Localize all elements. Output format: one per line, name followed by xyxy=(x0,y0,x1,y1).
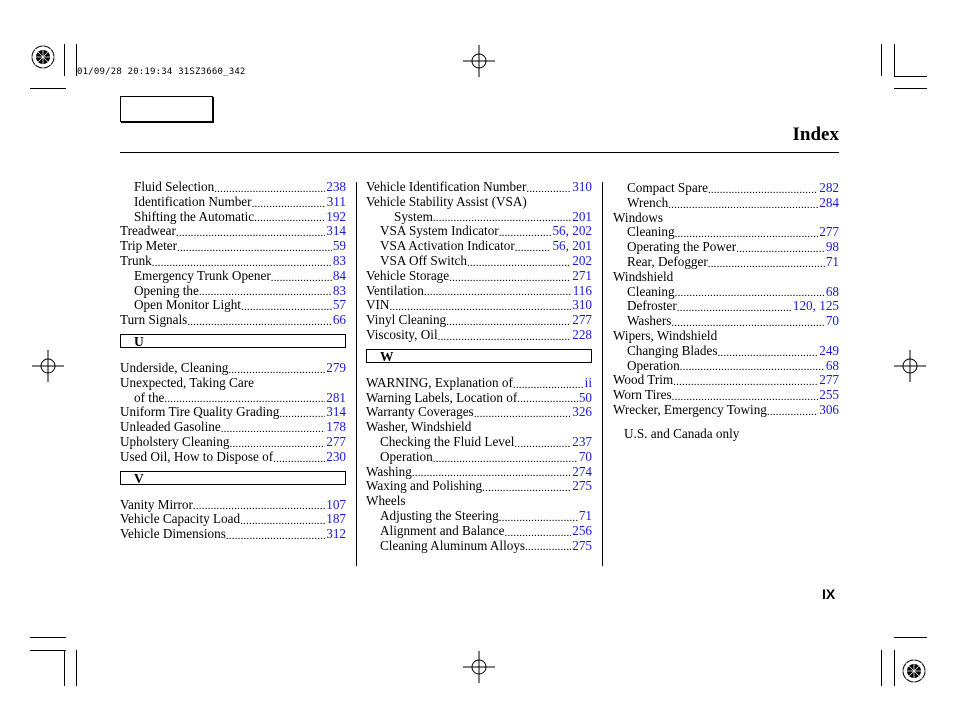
entry-label: Wipers, Windshield xyxy=(613,328,718,343)
index-entry xyxy=(366,254,592,269)
entry-label: Vehicle Dimensions xyxy=(120,527,226,542)
entry-label: Unexpected, Taking Care xyxy=(120,375,254,390)
index-entry xyxy=(366,450,592,465)
dot-leader xyxy=(226,530,325,542)
entry-label: VSA System Indicator xyxy=(380,224,499,239)
entry-list xyxy=(120,361,346,465)
dot-leader xyxy=(193,500,325,512)
index-entry xyxy=(120,254,346,269)
page-reference-link[interactable]: 83 xyxy=(332,253,346,268)
entry-label: WARNING, Explanation of xyxy=(366,375,513,390)
registration-target-icon xyxy=(30,44,56,70)
index-entry xyxy=(366,195,592,210)
entry-label: Cleaning Aluminum Alloys xyxy=(380,538,526,553)
index-entry xyxy=(120,420,346,435)
index-entry xyxy=(366,420,592,435)
index-entry xyxy=(613,359,839,374)
page-title: Index xyxy=(792,124,839,145)
index-entry xyxy=(120,284,346,299)
section-tab-box xyxy=(120,96,213,122)
entry-label: Warranty Coverages xyxy=(366,405,474,420)
dot-leader xyxy=(717,347,818,359)
crosshair-mark-icon xyxy=(463,651,495,683)
page-reference-link[interactable]: 68 xyxy=(825,284,839,299)
page-reference-link[interactable]: 71 xyxy=(578,508,592,523)
entry-label: Vehicle Capacity Load xyxy=(120,512,241,527)
entry-label: Windshield xyxy=(613,269,674,284)
entry-label: Alignment and Balance xyxy=(380,523,505,538)
index-entry xyxy=(120,298,346,313)
entry-label: Vehicle Storage xyxy=(366,268,450,283)
index-entry xyxy=(613,388,839,403)
entry-label: Changing Blades xyxy=(627,343,718,358)
dot-leader xyxy=(526,183,571,195)
index-entry xyxy=(366,391,592,406)
page-reference-link[interactable]: 120, 125 xyxy=(792,299,839,314)
entry-label: Cleaning xyxy=(627,284,675,299)
index-entry xyxy=(366,376,592,391)
entry-label: VIN xyxy=(366,298,390,313)
dot-leader xyxy=(767,406,818,418)
entry-label: Vanity Mirror xyxy=(120,497,193,512)
entry-list xyxy=(366,180,592,343)
entry-label: Treadwear xyxy=(120,224,176,239)
dot-leader xyxy=(449,272,571,284)
print-timestamp: 01/09/28 20:19:34 31SZ3660_342 xyxy=(77,67,246,77)
index-entry xyxy=(366,239,592,254)
dot-leader xyxy=(438,331,572,343)
dot-leader xyxy=(515,242,552,254)
entry-label: Operation xyxy=(380,449,433,464)
page-reference-link[interactable]: 275 xyxy=(572,479,592,494)
entry-list xyxy=(120,180,346,328)
index-entry xyxy=(613,373,839,388)
letter-heading-w: W xyxy=(366,349,592,363)
dot-leader xyxy=(525,541,571,553)
dot-leader xyxy=(273,453,325,465)
entry-label: Wood Trim xyxy=(613,373,674,388)
dot-leader xyxy=(677,302,792,314)
dot-leader xyxy=(482,482,571,494)
index-entry xyxy=(120,376,346,391)
dot-leader xyxy=(254,212,325,224)
dot-leader xyxy=(467,257,571,269)
index-entry xyxy=(366,539,592,554)
index-entry xyxy=(366,313,592,328)
entry-label: Vehicle Identification Number xyxy=(366,180,527,194)
dot-leader xyxy=(474,408,572,420)
index-entry xyxy=(120,195,346,210)
dot-leader xyxy=(499,512,578,524)
index-entry xyxy=(613,299,839,314)
page-reference-link[interactable]: 68 xyxy=(825,358,839,373)
region-note: U.S. and Canada only xyxy=(624,425,740,441)
page-number: IX xyxy=(822,586,836,602)
index-entry xyxy=(120,224,346,239)
entry-label: Worn Tires xyxy=(613,388,672,403)
index-entry xyxy=(120,313,346,328)
index-entry xyxy=(120,180,346,195)
page-reference-link[interactable]: 57 xyxy=(332,298,346,313)
page-reference-link[interactable]: 98 xyxy=(825,240,839,255)
index-entry xyxy=(366,269,592,284)
entry-label: Unleaded Gasoline xyxy=(120,420,221,435)
entry-label: System xyxy=(394,209,433,224)
dot-leader xyxy=(680,361,825,373)
page-reference-link[interactable]: 107 xyxy=(326,497,346,512)
page-reference-link[interactable]: 282 xyxy=(819,181,839,195)
page-reference-link[interactable]: 192 xyxy=(326,209,346,224)
index-entry xyxy=(120,405,346,420)
index-entry xyxy=(613,196,839,211)
dot-leader xyxy=(708,258,825,270)
entry-label: Wrecker, Emergency Towing xyxy=(613,402,767,417)
dot-leader xyxy=(214,183,325,195)
page-reference-link[interactable]: 314 xyxy=(326,224,346,239)
page-reference-link[interactable]: 56, 202 xyxy=(552,224,592,239)
registration-target-icon xyxy=(901,658,927,684)
page-reference-link[interactable]: 255 xyxy=(819,388,839,403)
page-reference-link[interactable]: 59 xyxy=(332,239,346,254)
dot-leader xyxy=(221,423,326,435)
page-reference-link[interactable]: 237 xyxy=(572,434,592,449)
index-entry xyxy=(613,225,839,240)
entry-label: Defroster xyxy=(627,299,677,314)
page-reference-link[interactable]: 275 xyxy=(572,538,592,553)
dot-leader xyxy=(187,316,332,328)
title-rule xyxy=(120,152,839,153)
index-entry xyxy=(366,180,592,195)
index-entry xyxy=(120,269,346,284)
index-entry xyxy=(366,465,592,480)
dot-leader xyxy=(241,301,332,313)
index-entry xyxy=(613,285,839,300)
entry-label: Ventilation xyxy=(366,283,424,298)
page-reference-link[interactable]: 310 xyxy=(572,298,592,313)
page-reference-link[interactable]: 50 xyxy=(578,390,592,405)
entry-label: Vehicle Stability Assist (VSA) xyxy=(366,194,527,209)
entry-list xyxy=(366,376,592,554)
entry-list xyxy=(120,498,346,542)
entry-label: Fluid Selection xyxy=(134,180,215,194)
dot-leader xyxy=(675,228,819,240)
entry-label: Emergency Trunk Opener xyxy=(134,268,271,283)
page-reference-link[interactable]: 284 xyxy=(819,195,839,210)
entry-label: Shifting the Automatic xyxy=(134,209,255,224)
entry-label: Uniform Tire Quality Grading xyxy=(120,405,280,420)
page-reference-link[interactable]: 71 xyxy=(825,254,839,269)
dot-leader xyxy=(673,376,818,388)
page-reference-link[interactable]: 311 xyxy=(326,194,346,209)
entry-label: Compact Spare xyxy=(627,181,708,195)
index-entry xyxy=(120,527,346,542)
entry-label: Turn Signals xyxy=(120,313,188,328)
dot-leader xyxy=(228,364,325,376)
page-reference-link[interactable]: 238 xyxy=(326,180,346,194)
index-entry xyxy=(613,211,839,226)
page-reference-link[interactable]: 187 xyxy=(326,512,346,527)
page-reference-link[interactable]: 326 xyxy=(572,405,592,420)
entry-label: Cleaning xyxy=(627,225,675,240)
dot-leader xyxy=(517,393,578,405)
index-entry xyxy=(366,435,592,450)
dot-leader xyxy=(513,379,584,391)
index-entry xyxy=(366,405,592,420)
page-reference-link[interactable]: 56, 201 xyxy=(552,239,592,254)
index-entry xyxy=(613,240,839,255)
entry-label: Adjusting the Steering xyxy=(380,508,499,523)
dot-leader xyxy=(177,242,332,254)
entry-label: Operating the Power xyxy=(627,240,737,255)
entry-label: Operation xyxy=(627,358,680,373)
page-reference-link[interactable]: 279 xyxy=(326,360,346,375)
entry-label: of the xyxy=(134,390,165,405)
dot-leader xyxy=(446,316,571,328)
entry-label: Trip Meter xyxy=(120,239,178,254)
dot-leader xyxy=(424,286,572,298)
page-reference-link[interactable]: 314 xyxy=(326,405,346,420)
entry-label: Vinyl Cleaning xyxy=(366,313,447,328)
page-reference-link[interactable]: 274 xyxy=(572,464,592,479)
page-reference-link[interactable]: ii xyxy=(584,375,592,390)
index-entry xyxy=(366,509,592,524)
page-reference-link[interactable]: 281 xyxy=(326,390,346,405)
index-entry xyxy=(613,329,839,344)
entry-label: Rear, Defogger xyxy=(627,254,708,269)
dot-leader xyxy=(499,227,552,239)
dot-leader xyxy=(708,184,818,196)
entry-label: Opening the xyxy=(134,283,199,298)
dot-leader xyxy=(271,272,332,284)
index-entry xyxy=(366,494,592,509)
index-column-2 xyxy=(366,180,592,553)
index-entry xyxy=(366,479,592,494)
index-entry xyxy=(120,210,346,225)
dot-leader xyxy=(199,286,332,298)
index-entry xyxy=(613,181,839,196)
dot-leader xyxy=(252,198,326,210)
entry-label: Warning Labels, Location of xyxy=(366,390,518,405)
dot-leader xyxy=(675,287,825,299)
page-reference-link[interactable]: 310 xyxy=(572,180,592,194)
page-reference-link[interactable]: 277 xyxy=(572,313,592,328)
page-reference-link[interactable]: 312 xyxy=(326,527,346,542)
index-entry xyxy=(366,524,592,539)
index-entry xyxy=(613,403,839,418)
column-divider xyxy=(356,182,357,566)
dot-leader xyxy=(736,243,825,255)
entry-list xyxy=(613,181,839,418)
index-entry xyxy=(366,210,592,225)
dot-leader xyxy=(514,438,571,450)
index-entry xyxy=(120,391,346,406)
dot-leader xyxy=(505,527,572,539)
index-entry xyxy=(366,298,592,313)
page-reference-link[interactable]: 256 xyxy=(572,523,592,538)
index-entry xyxy=(120,435,346,450)
entry-label: Open Monitor Light xyxy=(134,298,241,313)
index-column-1 xyxy=(120,180,346,542)
page-reference-link[interactable]: 84 xyxy=(332,268,346,283)
index-entry xyxy=(120,239,346,254)
index-entry xyxy=(613,255,839,270)
dot-leader xyxy=(240,515,325,527)
dot-leader xyxy=(433,453,578,465)
entry-label: Washing xyxy=(366,464,412,479)
page-reference-link[interactable]: 230 xyxy=(326,449,346,464)
page-reference-link[interactable]: 66 xyxy=(332,313,346,328)
index-entry xyxy=(613,314,839,329)
entry-label: Underside, Cleaning xyxy=(120,360,229,375)
dot-leader xyxy=(672,391,819,403)
entry-label: Wrench xyxy=(627,195,669,210)
entry-label: Viscosity, Oil xyxy=(366,327,438,342)
entry-label: Identification Number xyxy=(134,194,252,209)
entry-label: VSA Activation Indicator xyxy=(380,239,515,254)
page-reference-link[interactable]: 277 xyxy=(326,434,346,449)
dot-leader xyxy=(279,408,325,420)
dot-leader xyxy=(389,301,571,313)
column-divider xyxy=(602,182,603,566)
letter-heading-u: U xyxy=(120,334,346,348)
page-reference-link[interactable]: 83 xyxy=(332,283,346,298)
dot-leader xyxy=(668,199,818,211)
entry-label: Washer, Windshield xyxy=(366,420,472,435)
index-entry xyxy=(613,344,839,359)
page-reference-link[interactable]: 70 xyxy=(825,314,839,329)
crosshair-mark-icon xyxy=(463,45,495,77)
entry-label: Windows xyxy=(613,210,664,225)
index-entry xyxy=(366,284,592,299)
page-reference-link[interactable]: 306 xyxy=(819,402,839,417)
dot-leader xyxy=(433,212,571,224)
page-reference-link[interactable]: 201 xyxy=(572,209,592,224)
letter-heading-v: V xyxy=(120,471,346,485)
index-entry xyxy=(366,328,592,343)
index-entry xyxy=(120,361,346,376)
index-entry xyxy=(120,450,346,465)
entry-label: Waxing and Polishing xyxy=(366,479,483,494)
page-reference-link[interactable]: 277 xyxy=(819,225,839,240)
crosshair-mark-icon xyxy=(32,350,64,382)
index-entry xyxy=(120,512,346,527)
entry-label: Checking the Fluid Level xyxy=(380,434,515,449)
crosshair-mark-icon xyxy=(894,350,926,382)
dot-leader xyxy=(230,438,326,450)
page-reference-link[interactable]: 271 xyxy=(572,268,592,283)
page-reference-link[interactable]: 202 xyxy=(572,253,592,268)
entry-label: Used Oil, How to Dispose of xyxy=(120,449,274,464)
dot-leader xyxy=(152,257,332,269)
entry-label: Washers xyxy=(627,314,672,329)
dot-leader xyxy=(671,317,824,329)
index-entry xyxy=(120,498,346,513)
entry-label: Wheels xyxy=(366,494,406,509)
page-reference-link[interactable]: 70 xyxy=(578,449,592,464)
entry-label: Upholstery Cleaning xyxy=(120,434,230,449)
entry-label: Trunk xyxy=(120,253,152,268)
index-column-3 xyxy=(613,181,839,442)
dot-leader xyxy=(164,393,325,405)
dot-leader xyxy=(176,227,325,239)
page-reference-link[interactable]: 178 xyxy=(326,420,346,435)
page-reference-link[interactable]: 249 xyxy=(819,343,839,358)
page-reference-link[interactable]: 116 xyxy=(572,283,592,298)
page-reference-link[interactable]: 277 xyxy=(819,373,839,388)
page-reference-link[interactable]: 228 xyxy=(572,327,592,342)
index-entry xyxy=(366,224,592,239)
entry-label: VSA Off Switch xyxy=(380,253,467,268)
index-entry xyxy=(613,270,839,285)
dot-leader xyxy=(412,467,571,479)
